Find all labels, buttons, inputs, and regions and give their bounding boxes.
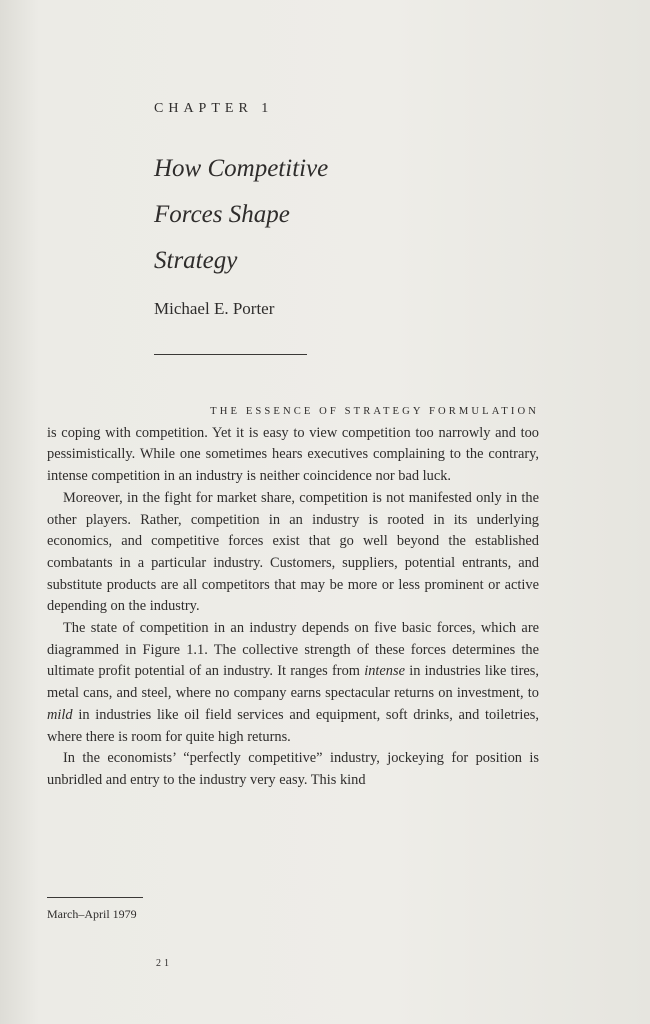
- author-name: Michael E. Porter: [154, 299, 275, 318]
- footnote-divider: [47, 897, 143, 898]
- footnote: March–April 1979: [47, 907, 137, 921]
- lead-in-caps: THE ESSENCE OF STRATEGY FORMULATION: [210, 406, 539, 417]
- paragraph-3: The state of competition in an industry depends on five basic forces, which are diagrammed in Figure 1.1. The collective strength of these forces determines the ultimate profit potential of an industry. It ranges from intense in industries like tires, metal cans, and steel, where no company earns spectacular returns on investment, to mild in industries like oil field services and equipment, soft drinks, and toiletries, where there is room for quite high returns.: [47, 620, 539, 745]
- paragraph-2: Moreover, in the fight for market share, competition is not manifested only in the other players. Rather, competition in an industry is rooted in its underlying economics, and competitive forces exist that go well beyond the established combatants in a particular industry. Customers, suppliers, potential entrants, and substitute products are all competitors that may be more or less prominent or active depending on the industry.: [47, 489, 539, 615]
- page-number: 21: [156, 958, 172, 969]
- title-line-2: Forces Shape: [154, 201, 290, 228]
- paragraph-4: In the economists’ “perfectly competitive” industry, jockeying for position is unbridled and entry to the industry very easy. This kind: [47, 750, 539, 788]
- title-divider: [154, 354, 307, 355]
- title-line-1: How Competitive: [154, 155, 329, 182]
- title-line-3: Strategy: [154, 247, 238, 274]
- body-text: [47, 401, 539, 792]
- chapter-label: CHAPTER 1: [154, 101, 274, 116]
- chapter-title: [154, 146, 328, 284]
- figure-reference: 1.1: [186, 641, 205, 658]
- emphasis-intense: intense: [364, 663, 405, 680]
- paragraph-1-text: is coping with competition. Yet it is easy to view competition too narrowly and too pessimistically. While one sometimes hears executives complaining to the contrary, intense competition in an industry is neither coincidence nor bad luck.: [47, 424, 539, 485]
- emphasis-mild: mild: [47, 706, 73, 723]
- paragraph-1: [47, 401, 539, 488]
